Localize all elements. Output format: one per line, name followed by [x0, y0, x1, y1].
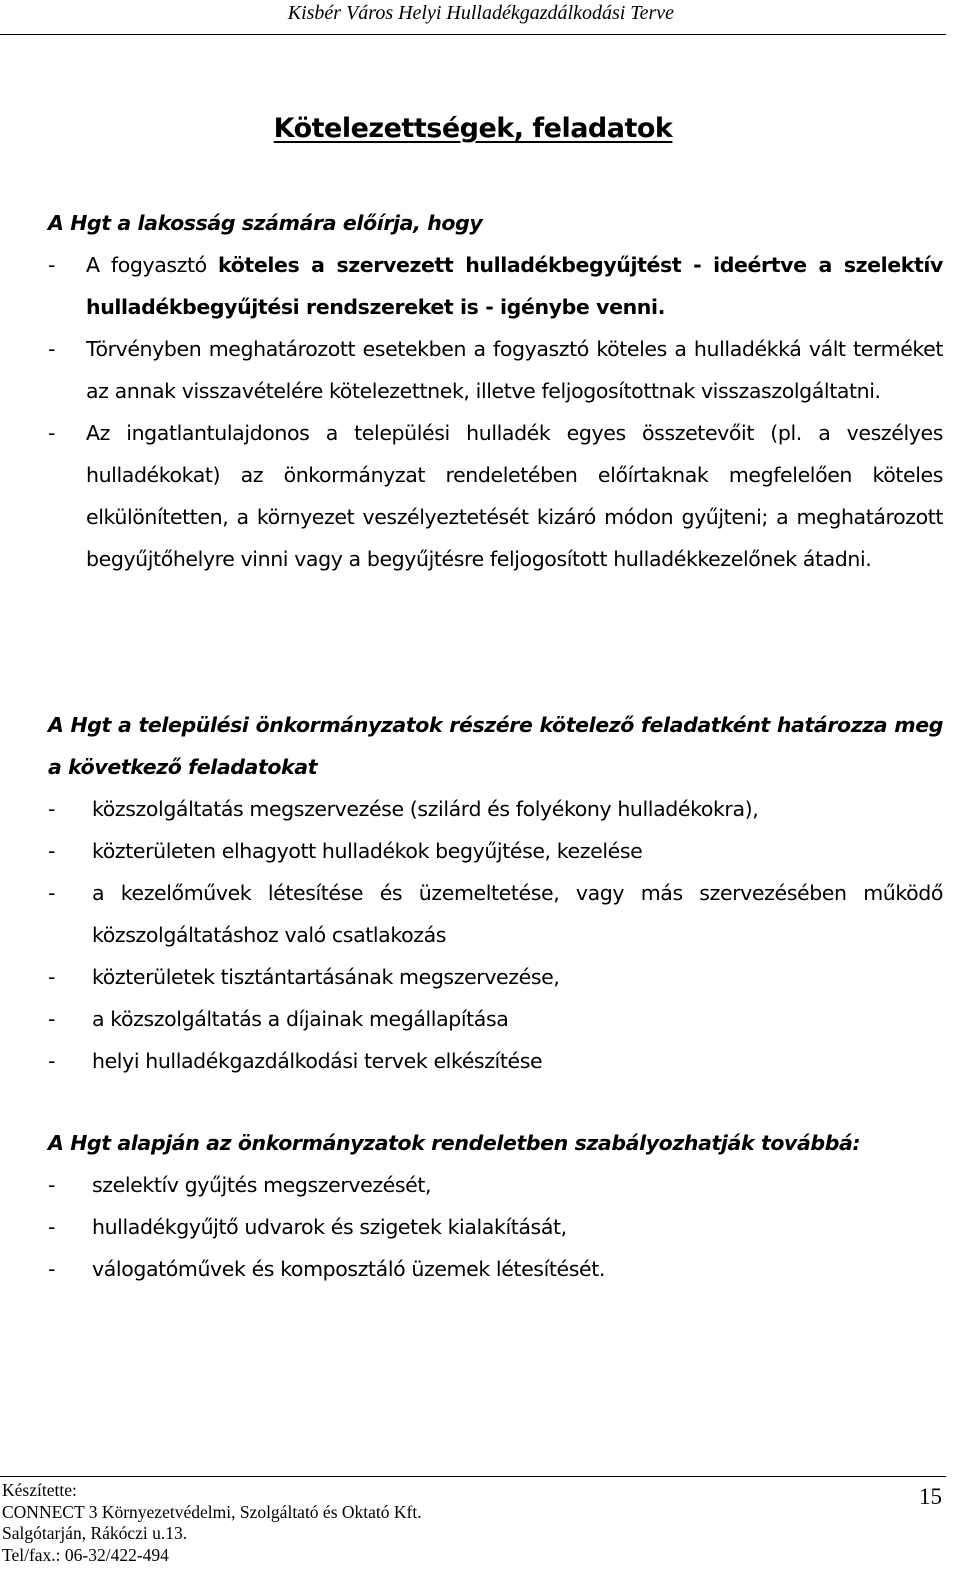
municipal-duties-list: [48, 788, 943, 1082]
list-bullet: -: [48, 337, 55, 361]
page-title: Kötelezettségek, feladatok: [273, 113, 673, 144]
list-item: [48, 1164, 943, 1206]
list-item-text: szelektív gyűjtés megszervezését,: [92, 1173, 432, 1197]
list-item: [48, 788, 943, 830]
page-header: [0, 0, 946, 35]
page-footer: [2, 1480, 422, 1566]
list-bullet: -: [48, 1049, 55, 1073]
list-item: [48, 872, 943, 956]
footer-divider: [0, 1476, 946, 1477]
list-item: [48, 1248, 943, 1290]
list-item: [48, 412, 943, 580]
footer-prepared-by: Készítette:: [2, 1480, 77, 1500]
list-item: [48, 830, 943, 872]
section-heading-regulations: A Hgt alapján az önkormányzatok rendeletben szabályozhatják továbbá:: [48, 1131, 861, 1155]
list-item-text: a kezelőművek létesítése és üzemeltetése, vagy más szervezésében működő közszolgáltatáshoz való csatlakozás: [92, 881, 943, 947]
list-bullet: -: [48, 1007, 55, 1031]
list-item: [48, 328, 943, 412]
list-bullet: -: [48, 881, 55, 905]
list-bullet: -: [48, 1215, 55, 1239]
list-bullet: -: [48, 1257, 55, 1281]
list-item: [48, 244, 943, 328]
list-item-text: közszolgáltatás megszervezése (szilárd és folyékony hulladékokra),: [92, 797, 759, 821]
list-item-text: közterületek tisztántartásának megszervezése,: [92, 965, 560, 989]
list-item-text: Törvényben meghatározott esetekben a fogyasztó köteles a hulladékká vált terméket az annak visszavételére kötelezettnek, illetve feljogosítottnak visszaszolgáltatni.: [86, 337, 943, 403]
list-bullet: -: [48, 965, 55, 989]
footer-phone: Tel/fax.: 06-32/422-494: [2, 1544, 169, 1565]
list-item-text: helyi hulladékgazdálkodási tervek elkészítése: [92, 1049, 543, 1073]
list-bullet: -: [48, 253, 55, 277]
list-bullet: -: [48, 797, 55, 821]
footer-company: CONNECT 3 Környezetvédelmi, Szolgáltató és Oktató Kft.: [2, 1501, 422, 1522]
regulations-list: [48, 1164, 943, 1290]
list-bullet: -: [48, 839, 55, 863]
list-item: [48, 1206, 943, 1248]
page-number: 15: [919, 1484, 942, 1509]
header-title: Kisbér Város Helyi Hulladékgazdálkodási Terve: [287, 2, 674, 24]
list-item-emphasis: köteles a szervezett hulladékbegyűjtést - ideértve a szelektív hulladékbegyűjtési rendszereket is - igénybe venni.: [86, 253, 943, 319]
list-item: [48, 1040, 943, 1082]
section-heading-municipal-duties: A Hgt a települési önkormányzatok részére kötelező feladatként határozza meg a következő feladatokat: [48, 713, 943, 779]
list-item-text: válogatóművek és komposztáló üzemek létesítését.: [92, 1257, 605, 1281]
list-bullet: -: [48, 421, 55, 445]
obligations-list: [48, 244, 943, 580]
footer-address: Salgótarján, Rákóczi u.13.: [2, 1523, 188, 1543]
list-item-text: Az ingatlantulajdonos a települési hulladék egyes összetevőit (pl. a veszélyes hulladékokat) az önkormányzat rendeletében előírtaknak megfelelően köteles elkülönítetten, a környezet veszélyeztetését kizáró módon gyűjteni; a meghatározott begyűjtőhelyre vinni vagy a begyűjtésre feljogosított hulladékkezelőnek átadni.: [86, 421, 943, 571]
section-heading-obligations: A Hgt a lakosság számára előírja, hogy: [48, 211, 483, 235]
list-bullet: -: [48, 1173, 55, 1197]
list-item-text: közterületen elhagyott hulladékok begyűjtése, kezelése: [92, 839, 643, 863]
list-item-text: a közszolgáltatás a díjainak megállapítása: [92, 1007, 509, 1031]
list-item-text: hulladékgyűjtő udvarok és szigetek kialakítását,: [92, 1215, 567, 1239]
list-item-text: A fogyasztó: [86, 253, 219, 277]
list-item: [48, 956, 943, 998]
list-item: [48, 998, 943, 1040]
